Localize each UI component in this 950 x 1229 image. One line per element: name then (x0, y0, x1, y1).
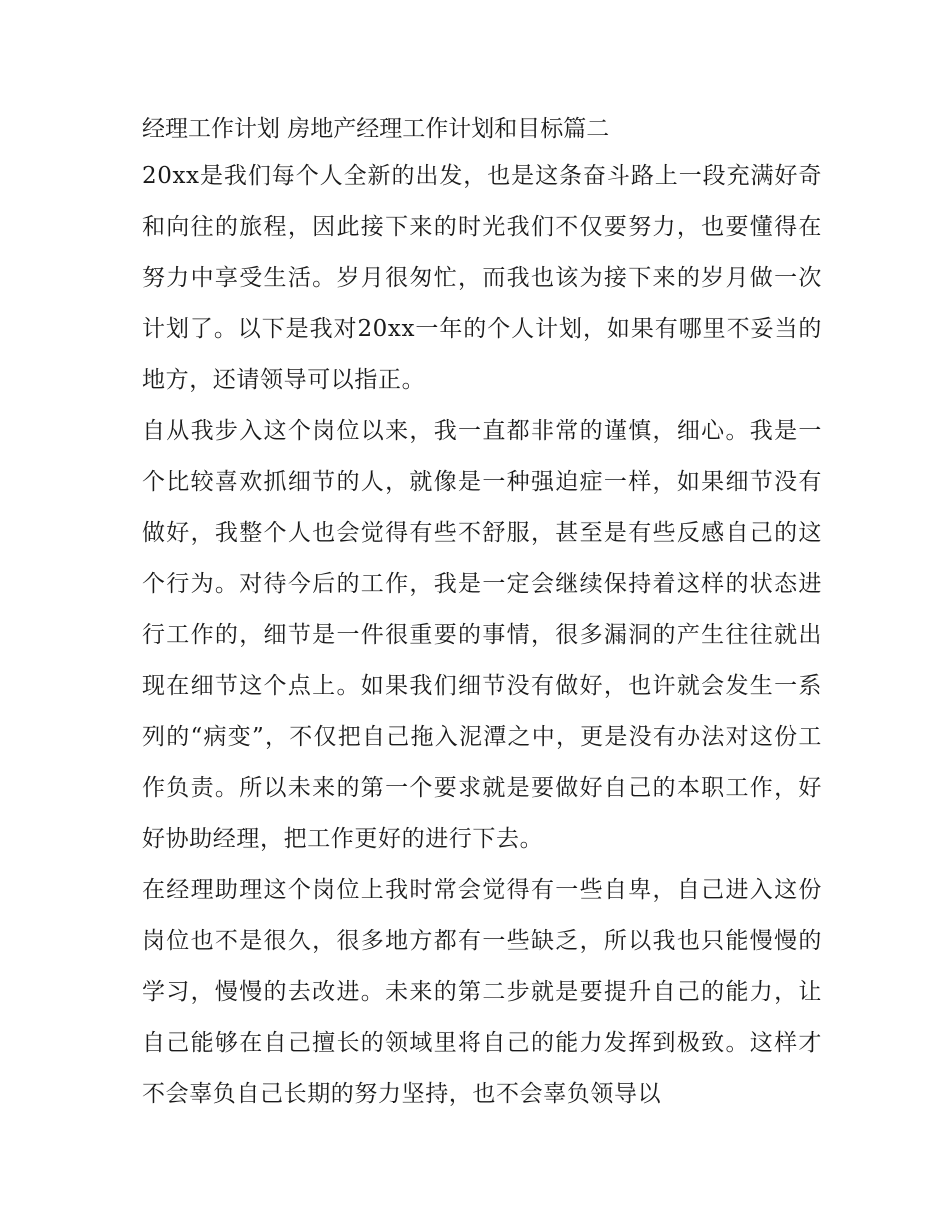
paragraph-2: 自从我步入这个岗位以来，我一直都非常的谨慎，细心。我是一个比较喜欢抓细节的人，就像是一种强迫症一样，如果细节没有做好，我整个人也会觉得有些不舒服，甚至是有些反感自己的这个行为。对待今后的工作，我是一定会继续保持着这样的状态进行工作的，细节是一件很重要的事情，很多漏洞的产生往往就出现在细节这个点上。如果我们细节没有做好，也许就会发生一系列的“病变”，不仅把自己拖入泥潭之中，更是没有办法对这份工作负责。所以未来的第一个要求就是要做好自己的本职工作，好好协助经理，把工作更好的进行下去。 (142, 418, 822, 852)
document-title: 经理工作计划 房地产经理工作计划和目标篇二 (142, 116, 610, 142)
paragraph-3: 在经理助理这个岗位上我时常会觉得有一些自卑，自己进入这份岗位也不是很久，很多地方都有一些缺乏，所以我也只能慢慢的学习，慢慢的去改进。未来的第二步就是要提升自己的能力，让自己能够在自己擅长的领域里将自己的能力发挥到极致。这样才不会辜负自己长期的努力坚持，也不会辜负领导以 (142, 877, 822, 1107)
document-body (142, 107, 822, 1120)
paragraph-1: 20xx是我们每个人全新的出发，也是这条奋斗路上一段充满好奇和向往的旅程，因此接下来的时光我们不仅要努力，也要懂得在努力中享受生活。岁月很匆忙，而我也该为接下来的岁月做一次计划了。以下是我对20xx一年的个人计划，如果有哪里不妥当的地方，还请领导可以指正。 (142, 163, 822, 393)
